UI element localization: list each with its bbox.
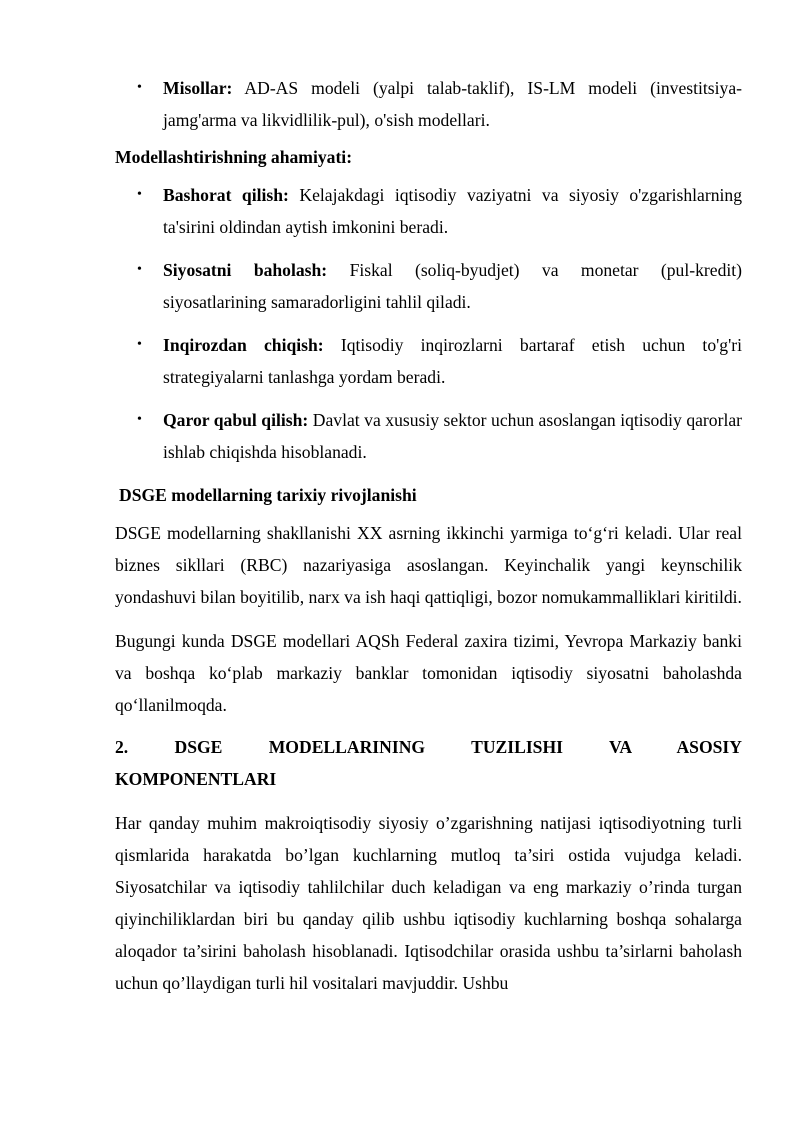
bullet-misollar <box>115 72 742 136</box>
bullet-label: Inqirozdan chiqish: <box>163 335 324 355</box>
section-heading-structure <box>115 731 742 763</box>
bullet-bashorat <box>115 179 742 243</box>
bullet-label: Bashorat qilish: <box>163 185 289 205</box>
bullet-dot-icon: • <box>137 80 142 95</box>
bullet-dot-icon: • <box>137 262 142 277</box>
bullet-label: Misollar: <box>163 78 233 98</box>
bullet-text: Iqtisodiy inqirozlarni bartaraf etish uchun to'g'ri strategiyalarni tanlashga yordam beradi. <box>163 335 743 387</box>
section-heading-structure-line1: 2. DSGE MODELLARINING TUZILISHI VA ASOSIY <box>115 737 742 757</box>
bullet-inqiroz <box>115 329 742 393</box>
bullet-text: Fiskal (soliq-byudjet) va monetar (pul-kredit) siyosatlarining samaradorligini tahlil qiladi. <box>163 260 742 312</box>
bullet-dot-icon: • <box>137 412 142 427</box>
section-heading-history: DSGE modellarning tarixiy rivojlanishi <box>119 485 417 505</box>
section-heading-importance: Modellashtirishning ahamiyati: <box>115 147 353 167</box>
bullet-text: Kelajakdagi iqtisodiy vaziyatni va siyosiy o'zgarishlarning ta'sirini oldindan aytish imkonini beradi. <box>163 185 742 237</box>
bullet-text: Davlat va xususiy sektor uchun asoslangan iqtisodiy qarorlar ishlab chiqishda hisoblanadi. <box>163 410 743 462</box>
section-heading-structure-line2: KOMPONENTLARI <box>115 769 277 789</box>
bullet-siyosat <box>115 254 742 318</box>
bullet-dot-icon: • <box>137 337 142 352</box>
bullet-text: AD-AS modeli (yalpi talab-taklif), IS-LM modeli (investitsiya-jamg'arma va likvidlilik-pul), o'sish modellari. <box>163 78 742 130</box>
document-page <box>115 72 742 999</box>
paragraph-history-1: DSGE modellarning shakllanishi XX asrning ikkinchi yarmiga to‘g‘ri keladi. Ular real biznes sikllari (RBC) nazariyasiga asoslangan. Keyinchalik yangi keynschilik yondashuvi bilan boyitilib, narx va ish haqi qattiqligi, bozor nomukammalliklari kiritildi. <box>115 523 742 607</box>
bullet-label: Siyosatni baholash: <box>163 260 328 280</box>
bullet-qaror <box>115 404 742 468</box>
bullet-label: Qaror qabul qilish: <box>163 410 309 430</box>
paragraph-history-2: Bugungi kunda DSGE modellari AQSh Federal zaxira tizimi, Yevropa Markaziy banki va boshqa ko‘plab markaziy banklar tomonidan iqtisodiy siyosatni baholashda qo‘llanilmoqda. <box>115 631 742 715</box>
paragraph-structure: Har qanday muhim makroiqtisodiy siyosiy o’zgarishning natijasi iqtisodiyotning turli qismlarida harakatda bo’lgan kuchlarning mutloq ta’siri ostida vujudga keladi. Siyosatchilar va iqtisodiy tahlilchilar duch keladigan va eng markaziy o’rinda turgan qiyinchiliklardan biri bu qanday qilib ushbu iqtisodiy kuchlarning boshqa sohalarga aloqador ta’sirini baholash hisoblanadi. Iqtisodchilar orasida ushbu ta’sirlarni baholash uchun qo’llaydigan turli hil vositalari mavjuddir. Ushbu <box>115 813 742 993</box>
bullet-dot-icon: • <box>137 187 142 202</box>
